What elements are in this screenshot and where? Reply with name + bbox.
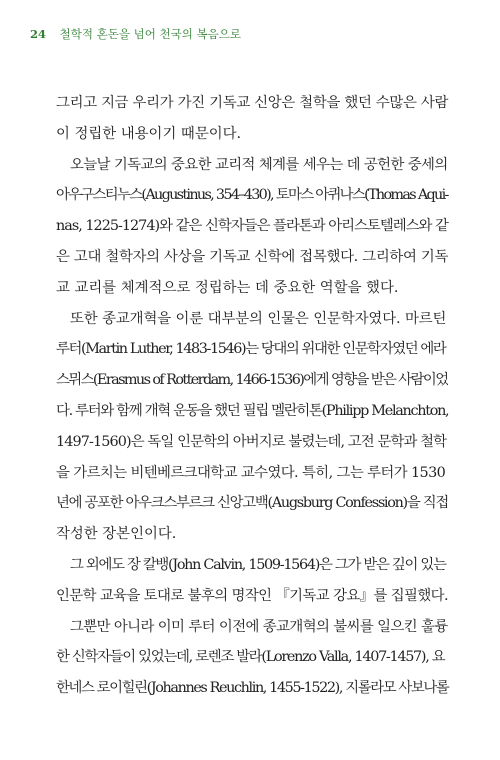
text-line: 그 외에도 장 칼뱅(John Calvin, 1509-1564)은 그가 받은 깊이 있는 (70, 556, 446, 573)
text-line: 교 교리를 체계적으로 정립하는 데 중요한 역할을 했다. (56, 279, 399, 296)
text-line: 작성한 장본인이다. (56, 526, 177, 543)
text-line: 년에 공포한 아우크스부르크 신앙고백(Augsburg Confession)을 직접 (56, 495, 448, 512)
text-line: 그뿐만 아니라 이미 루터 이전에 종교개혁의 불씨를 일으킨 훌륭 (70, 618, 448, 635)
text-line: 1497-1560)은 독일 인문학의 아버지로 불렸는데, 고전 문학과 철학 (56, 433, 447, 450)
text-line: 루터(Martin Luther, 1483-1546)는 당대의 위대한 인문학자였던 에라 (56, 341, 446, 358)
text-line: nas, 1225-1274)와 같은 신학자들은 플라톤과 아리스토텔레스와 같 (56, 218, 448, 235)
text-line: 한네스 로이힐린(Johannes Reuchlin, 1455-1522), 지롤라모 사보나롤 (56, 680, 449, 697)
text-line: 인문학 교육을 토대로 불후의 명작인 『기독교 강요』를 집필했다. (56, 587, 448, 604)
text-line: 또한 종교개혁을 이룬 대부분의 인물은 인문학자였다. 마르틴 (70, 310, 447, 327)
text-line: 한 신학자들이 있었는데, 로렌조 발라(Lorenzo Valla, 1407-1457), 요 (56, 649, 445, 666)
text-line: 은 고대 철학자의 사상을 기독교 신학에 접목했다. 그리하여 기독 (56, 248, 449, 265)
text-line: 아우구스티누스(Augustinus, 354–430), 토마스 아퀴나스(Thomas Aqui- (56, 187, 448, 204)
text-line: 스뮈스(Erasmus of Rotterdam, 1466-1536)에게 영향을 받은 사람이었 (56, 372, 448, 389)
text-line: 이 정립한 내용이기 때문이다. (56, 125, 242, 142)
running-header (30, 26, 241, 42)
body-text (56, 88, 448, 704)
text-line: 다. 루터와 함께 개혁 운동을 했던 필립 멜란히톤(Philipp Melanchton, (56, 402, 449, 419)
page-number: 24 (30, 27, 47, 41)
text-line: 오늘날 기독교의 중요한 교리적 체계를 세우는 데 공헌한 중세의 (70, 156, 448, 173)
text-line: 그리고 지금 우리가 가진 기독교 신앙은 철학을 했던 수많은 사람 (56, 95, 449, 111)
text-line: 을 가르치는 비텐베르크대학교 교수였다. 특히, 그는 루터가 1530 (56, 464, 446, 481)
running-title: 철학적 혼돈을 넘어 천국의 복음으로 (59, 27, 241, 41)
